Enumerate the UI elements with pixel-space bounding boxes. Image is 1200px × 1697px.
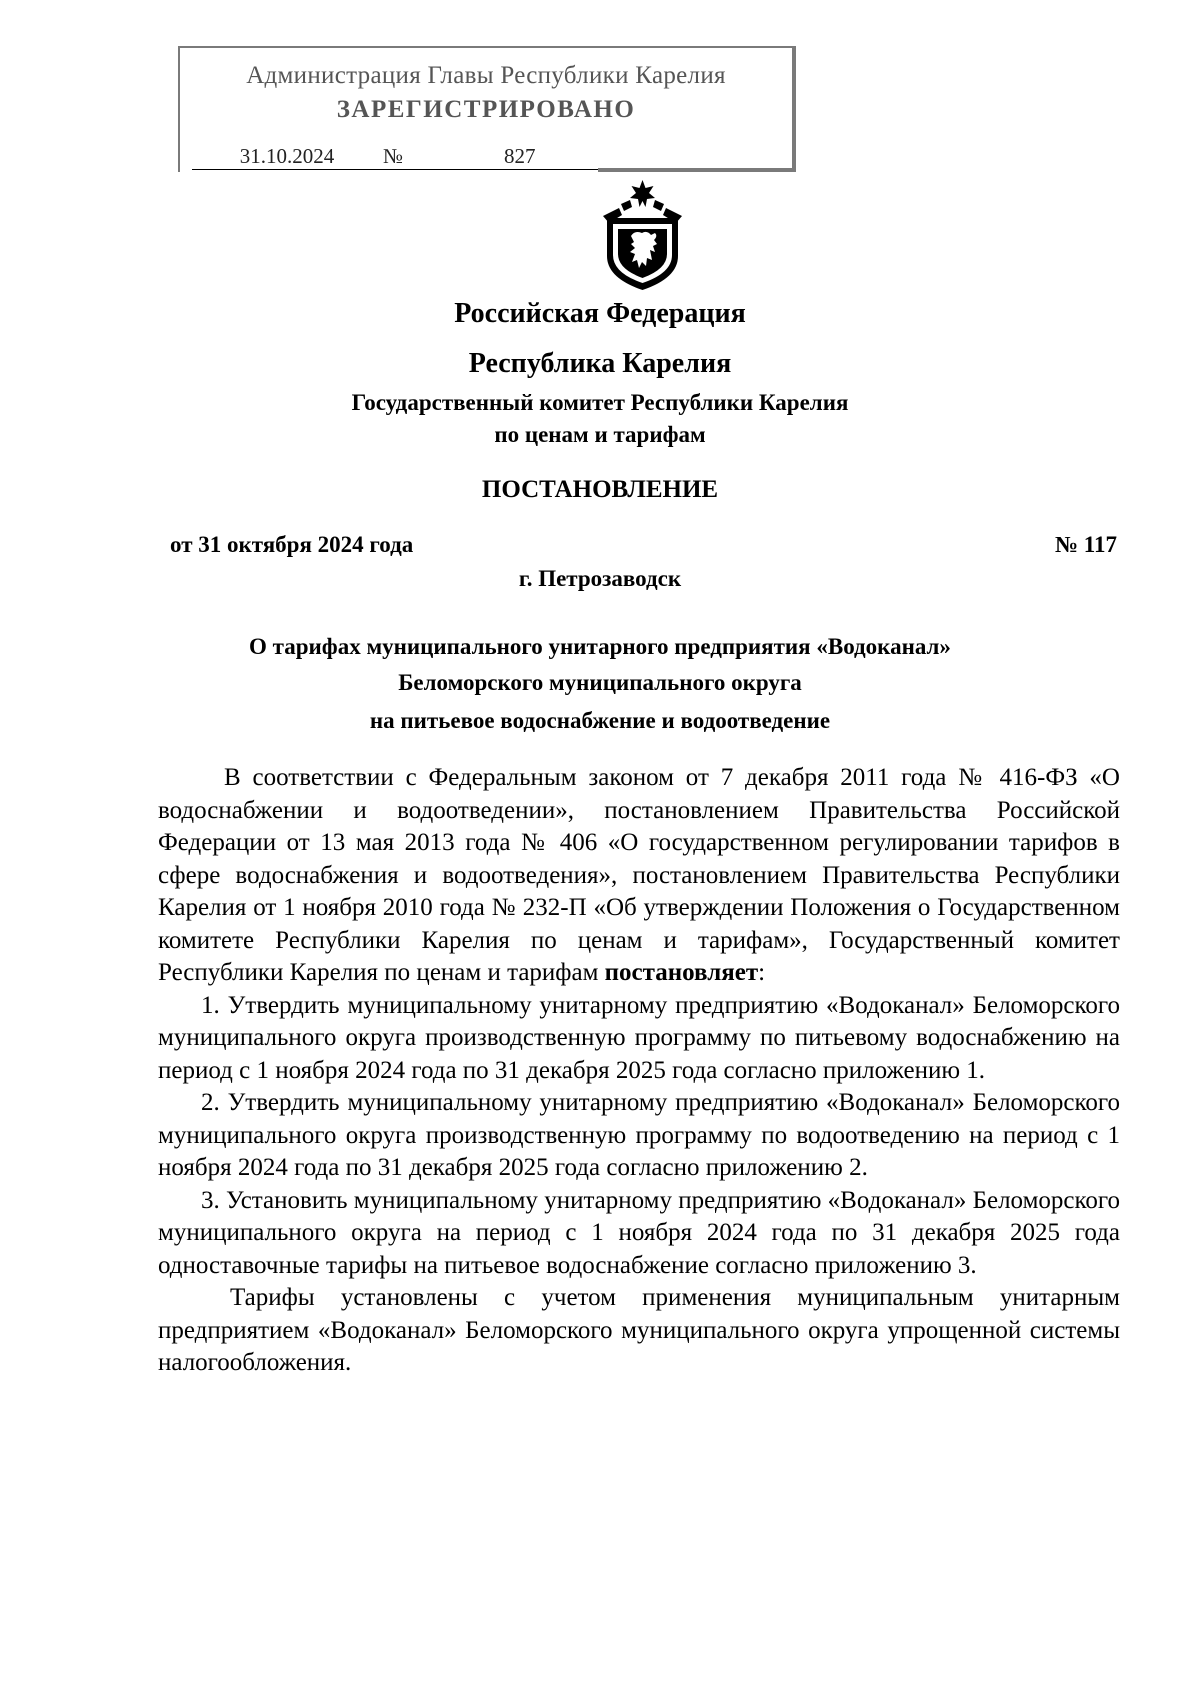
- registration-stamp: [178, 46, 796, 172]
- stamp-date: 31.10.2024: [192, 144, 382, 170]
- document-body: [158, 762, 1120, 1380]
- stamp-number-label: №: [382, 144, 404, 168]
- stamp-authority: Администрация Главы Республики Карелия: [246, 62, 726, 89]
- title-line2: Беломорского муниципального округа: [398, 670, 802, 695]
- stamp-number-value: 827: [504, 144, 536, 168]
- document-city: г. Петрозаводск: [518, 566, 682, 591]
- intro-end: :: [758, 959, 766, 986]
- title-line1: О тарифах муниципального унитарного предприятия «Водоканал»: [249, 634, 951, 659]
- document-number: № 117: [1054, 532, 1117, 557]
- header-committee-line1: Государственный комитет Республики Карелия: [351, 390, 849, 415]
- item-1: 1. Утвердить муниципальному унитарному предприятию «Водоканал» Беломорского муниципального округа производственную программу по питьевому водоснабжению на период с 1 ноября 2024 года по 31 декабря 2025 года согласно приложению 1.: [158, 991, 1120, 1084]
- title-line3: на питьевое водоснабжение и водоотведение: [369, 708, 831, 733]
- header-committee-line2: по ценам и тарифам: [494, 422, 706, 447]
- stamp-registered: ЗАРЕГИСТРИРОВАНО: [336, 96, 636, 123]
- item-3: 3. Установить муниципальному унитарному предприятию «Водоканал» Беломорского муниципального округа на период с 1 ноября 2024 года по 31 декабря 2025 года одноставочные тарифы на питьевое водоснабжение согласно приложению 3.: [158, 1186, 1120, 1279]
- header-republic: Республика Карелия: [468, 348, 732, 379]
- final-paragraph: Тарифы установлены с учетом применения муниципальным унитарным предприятием «Водоканал» Беломорского муниципального округа упрощенной системы налогообложения.: [158, 1284, 1120, 1376]
- intro-paragraph: [158, 762, 1120, 990]
- intro-bold-text: постановляет: [604, 959, 759, 986]
- intro-text: В соответствии с Федеральным законом от 7 декабря 2011 года № 416-ФЗ «О водоснабжении и водоотведении», постановлением Правительства Российской Федерации от 13 мая 2013 года № 406 «О государственном регулировании тарифов в сфере водоснабжения и водоотведения», постановлением Правительства Республики Карелия от 1 ноября 2010 года № 232-П «Об утверждении Положения о Государственном комитете Республики Карелия по ценам и тарифам», Государственный комитет Республики Карелия по ценам и тарифам: [158, 764, 1120, 986]
- document-date: от 31 октября 2024 года: [170, 532, 414, 557]
- karelia-coat-of-arms-icon: [595, 178, 690, 291]
- item-2: 2. Утвердить муниципальному унитарному предприятию «Водоканал» Беломорского муниципального округа производственную программу по водоотведению на период с 1 ноября 2024 года по 31 декабря 2025 года согласно приложению 2.: [158, 1089, 1120, 1181]
- stamp-number: [404, 144, 598, 170]
- document-type: ПОСТАНОВЛЕНИЕ: [481, 476, 719, 503]
- header-federation: Российская Федерация: [454, 298, 746, 329]
- stamp-registration-line: [180, 142, 598, 172]
